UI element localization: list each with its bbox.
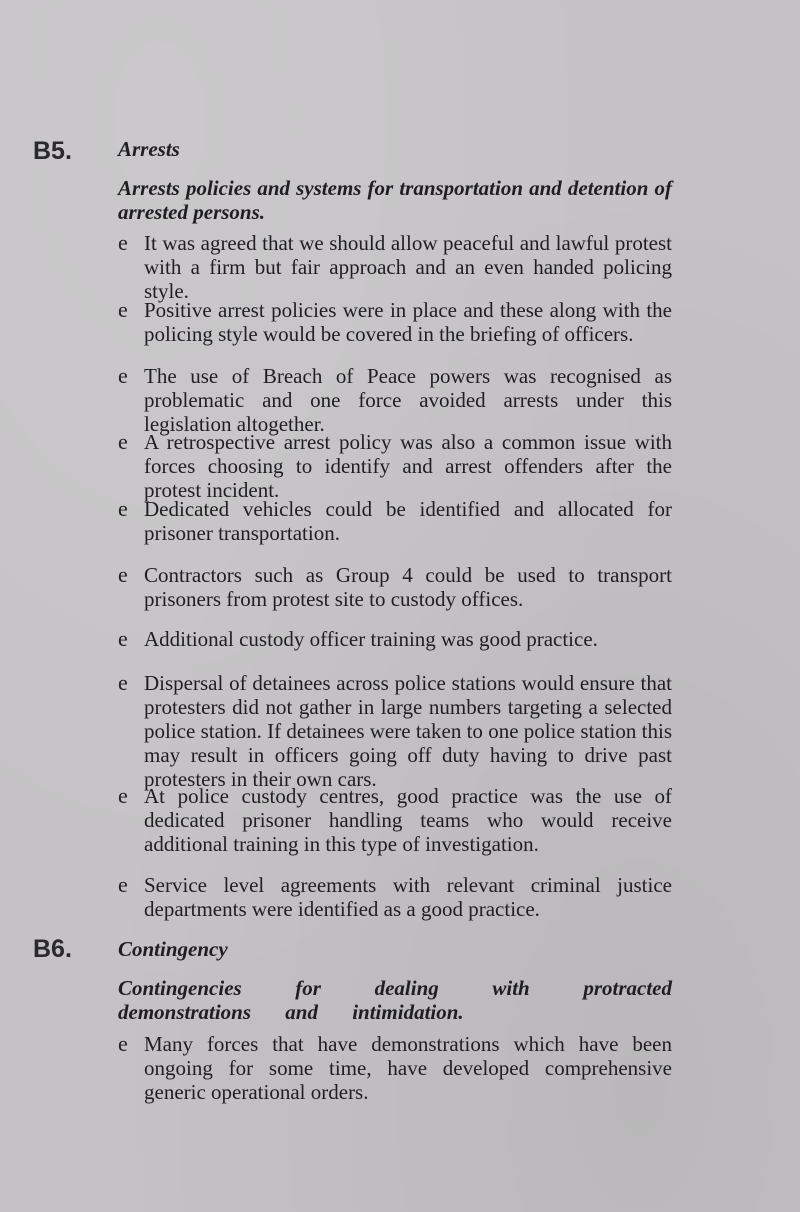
section-title: Arrests: [118, 137, 180, 161]
list-item-text: Positive arrest policies were in place and these along with the policing style would be covered in the briefing of officers.: [144, 298, 672, 346]
list-item-text: At police custody centres, good practice was the use of dedicated prisoner handling teams who would receive additional training in this type of investigation.: [144, 784, 672, 856]
bullet-icon: e: [118, 562, 128, 587]
bullet-icon: e: [118, 429, 128, 454]
list-item-text: Dispersal of detainees across police stations would ensure that protesters did not gather in large numbers targeting a selected police station. If detainees were taken to one police station this may result in officers going off duty having to drive past protesters in their own cars.: [144, 671, 672, 791]
list-item-text: The use of Breach of Peace powers was recognised as problematic and one force avoided arrests under this legislation altogether.: [144, 364, 672, 436]
bullet-icon: e: [118, 230, 128, 255]
section-subtitle: Contingencies for dealing with protracted demonstrations and intimidation.: [118, 976, 672, 1024]
list-item-text: Service level agreements with relevant criminal justice departments were identified as a good practice.: [144, 873, 672, 921]
list-item-text: It was agreed that we should allow peaceful and lawful protest with a firm but fair approach and an even handed policing style.: [144, 231, 672, 303]
list-item-text: Many forces that have demonstrations which have been ongoing for some time, have developed comprehensive generic operational orders.: [144, 1032, 672, 1104]
list-item-text: Contractors such as Group 4 could be used to transport prisoners from protest site to custody offices.: [144, 563, 672, 611]
section-number: B5.: [33, 137, 72, 165]
bullet-icon: e: [118, 872, 128, 897]
bullet-icon: e: [118, 783, 128, 808]
list-item-text: A retrospective arrest policy was also a common issue with forces choosing to identify and arrest offenders after the protest incident.: [144, 430, 672, 502]
list-item-text: Dedicated vehicles could be identified and allocated for prisoner transportation.: [144, 497, 672, 545]
bullet-icon: e: [118, 496, 128, 521]
bullet-icon: e: [118, 1031, 128, 1056]
bullet-icon: e: [118, 670, 128, 695]
bullet-icon: e: [118, 297, 128, 322]
list-item-text: Additional custody officer training was good practice.: [144, 627, 598, 651]
bullet-icon: e: [118, 363, 128, 388]
section-subtitle: Arrests policies and systems for transportation and detention of arrested persons.: [118, 176, 672, 224]
section-title: Contingency: [118, 937, 228, 961]
section-number: B6.: [33, 935, 72, 963]
bullet-icon: e: [118, 626, 128, 651]
